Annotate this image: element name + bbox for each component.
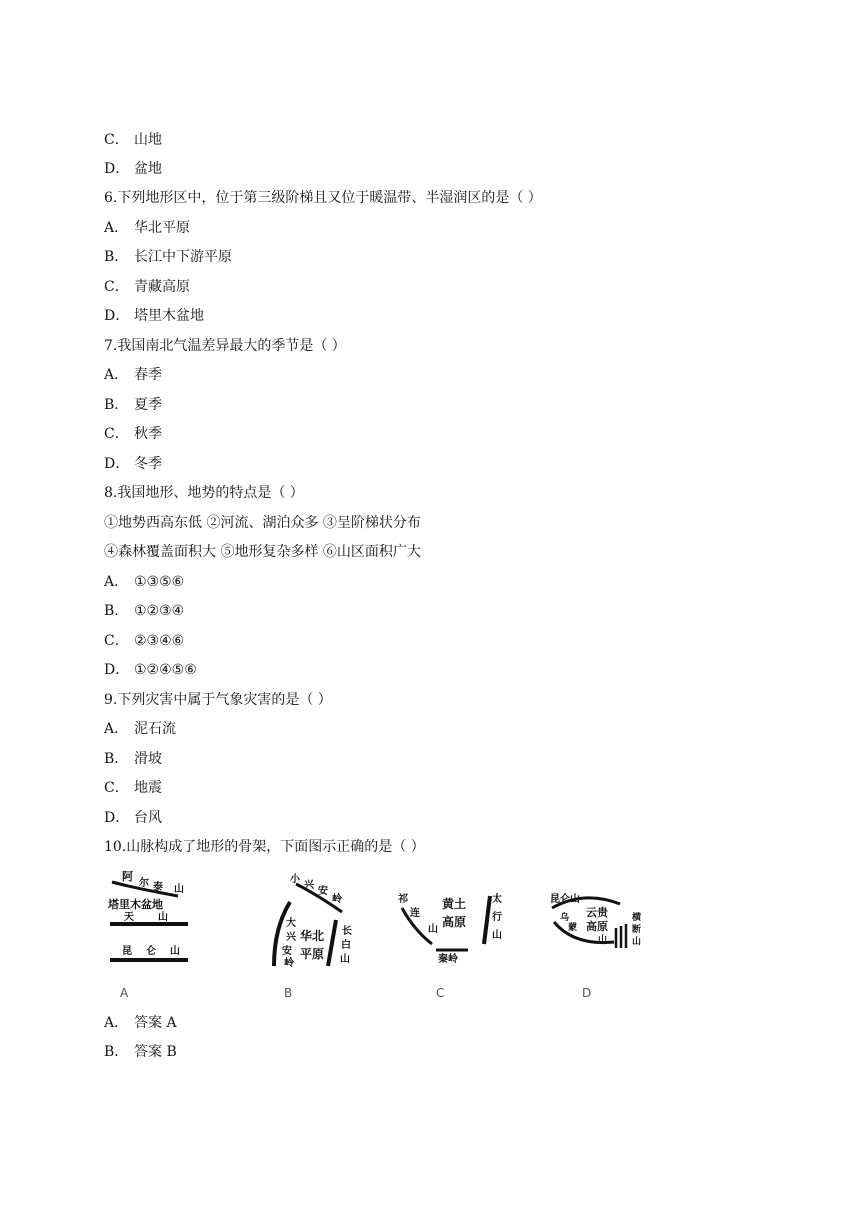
fig-a-text: 阿 — [122, 870, 133, 883]
fig-c-text: 高原 — [442, 915, 467, 929]
option-letter: D． — [104, 662, 130, 678]
q6-option-b — [104, 248, 232, 266]
q8-statement-1: ①地势西高东低 ②河流、湖泊众多 ③呈阶梯状分布 — [104, 515, 421, 531]
fig-b-text: 华北 — [300, 929, 325, 943]
fig-d-text: 山 — [598, 935, 608, 945]
q8-option-c — [104, 632, 184, 650]
option-text: 滑坡 — [134, 751, 162, 767]
option-text: 春季 — [134, 367, 162, 383]
option-letter: D． — [104, 308, 130, 324]
figure-a-map — [104, 868, 194, 983]
fig-d-text: 昆仑山 — [550, 894, 580, 905]
option-letter: B． — [104, 603, 129, 619]
option-letter: A． — [104, 1015, 129, 1031]
figure-a — [104, 868, 194, 998]
q5-option-d — [104, 160, 162, 178]
q7-option-b — [104, 396, 162, 414]
fig-d-text: 高原 — [586, 920, 608, 933]
figure-d — [544, 868, 642, 1000]
fig-a-text: 山 — [174, 884, 184, 895]
q8-statement-2: ④森林覆盖面积大 ⑤地形复杂多样 ⑥山区面积广大 — [104, 544, 421, 560]
fig-a-text: 天 — [124, 912, 134, 923]
option-letter: D． — [104, 161, 130, 177]
fig-c-text: 山 — [428, 924, 438, 935]
option-letter: B． — [104, 397, 129, 413]
fig-b-text: 安 — [318, 886, 328, 897]
fig-b-text: 山 — [340, 954, 350, 965]
option-letter: A． — [104, 367, 129, 383]
option-text: 华北平原 — [134, 220, 190, 236]
fig-c-text: 太 — [492, 894, 502, 905]
option-text: 台风 — [134, 810, 162, 826]
question-6-stem: 6.下列地形区中，位于第三级阶梯且又位于暖温带、半湿润区的是（ ） — [104, 190, 542, 206]
q7-option-c — [104, 425, 162, 443]
option-text: ①②④⑤⑥ — [134, 662, 197, 678]
fig-b-text: 兴 — [304, 880, 314, 891]
q6-option-d — [104, 307, 204, 325]
option-text: 冬季 — [134, 456, 162, 472]
q7-option-d — [104, 455, 162, 473]
option-text: 盆地 — [134, 161, 162, 177]
fig-a-basin: 塔里木盆地 — [108, 898, 163, 911]
question-7-stem: 7.我国南北气温差异最大的季节是（ ） — [104, 338, 346, 354]
fig-a-text: 山 — [170, 946, 180, 957]
q8-option-b — [104, 602, 184, 620]
q6-option-a — [104, 219, 190, 237]
q9-option-b — [104, 750, 162, 768]
figure-b-map — [260, 868, 350, 983]
option-text: ②③④⑥ — [134, 633, 185, 649]
fig-b-text: 岭 — [284, 958, 294, 969]
fig-a-text: 泰 — [153, 882, 163, 893]
fig-d-text: 乌 — [560, 913, 570, 923]
figure-b — [260, 868, 350, 998]
option-text: 地震 — [134, 780, 162, 796]
question-10-stem: 10.山脉构成了地形的骨架，下面图示正确的是（ ） — [104, 839, 425, 855]
option-text: 塔里木盆地 — [134, 308, 204, 324]
option-text: 答案 A — [134, 1015, 177, 1031]
fig-b-text: 安 — [282, 946, 292, 957]
figure-c — [392, 868, 502, 1000]
option-letter: B． — [104, 751, 129, 767]
fig-b-text: 平原 — [300, 947, 325, 961]
option-letter: C． — [104, 132, 129, 148]
fig-d-text: 断 — [632, 925, 642, 935]
q8-option-d — [104, 661, 197, 679]
fig-b-text: 大 — [286, 918, 296, 929]
question-9-stem: 9.下列灾害中属于气象灾害的是（ ） — [104, 692, 332, 708]
option-letter: A． — [104, 574, 129, 590]
fig-c-text: 行 — [492, 912, 502, 923]
q9-option-d — [104, 809, 162, 827]
q10-option-b — [104, 1043, 177, 1061]
option-text: 答案 B — [134, 1044, 177, 1060]
fig-d-text: 横 — [632, 913, 642, 923]
fig-b-text: 兴 — [286, 932, 296, 943]
fig-c-text: 祁 — [398, 894, 408, 905]
fig-b-text: 小 — [290, 874, 300, 885]
q9-option-c — [104, 779, 162, 797]
option-letter: D． — [104, 456, 130, 472]
option-text: 夏季 — [134, 397, 162, 413]
q5-option-c — [104, 131, 162, 149]
fig-a-text: 尔 — [139, 878, 149, 889]
fig-c-text: 连 — [410, 908, 420, 919]
option-text: ①③⑤⑥ — [134, 574, 185, 590]
option-text: ①②③④ — [134, 603, 185, 619]
q7-option-a — [104, 366, 162, 384]
option-letter: D． — [104, 810, 130, 826]
option-text: 青藏高原 — [134, 279, 190, 295]
question-8-stem: 8.我国地形、地势的特点是（ ） — [104, 485, 304, 501]
figure-a-label: A — [120, 986, 129, 1000]
figure-d-label: D — [582, 986, 592, 1000]
q8-option-a — [104, 573, 184, 591]
figure-b-label: B — [284, 986, 293, 1000]
option-text: 长江中下游平原 — [134, 249, 232, 265]
figure-c-label: C — [436, 986, 445, 1000]
fig-a-text: 山 — [158, 912, 168, 923]
fig-b-text: 岭 — [332, 894, 342, 905]
q10-option-a — [104, 1014, 177, 1032]
fig-d-text: 云贵 — [586, 906, 608, 919]
option-letter: C． — [104, 426, 129, 442]
option-letter: C． — [104, 780, 129, 796]
option-text: 秋季 — [134, 426, 162, 442]
fig-d-text: 蒙 — [568, 923, 578, 933]
figure-c-map — [392, 868, 502, 983]
fig-d-text: 山 — [632, 937, 642, 947]
option-text: 山地 — [134, 132, 162, 148]
option-letter: B． — [104, 249, 129, 265]
fig-c-text: 黄土 — [442, 897, 467, 911]
fig-a-text: 仑 — [146, 946, 156, 957]
option-letter: B． — [104, 1044, 129, 1060]
option-letter: C． — [104, 279, 129, 295]
mountain-figures — [104, 868, 664, 1003]
option-text: 泥石流 — [134, 721, 176, 737]
fig-c-text: 山 — [492, 930, 502, 941]
fig-a-text: 昆 — [122, 946, 132, 957]
fig-b-text: 白 — [341, 940, 351, 951]
option-letter: C． — [104, 633, 129, 649]
q6-option-c — [104, 278, 190, 296]
q9-option-a — [104, 720, 176, 738]
option-letter: A． — [104, 721, 129, 737]
fig-c-text: 秦岭 — [438, 954, 458, 965]
figure-d-map — [544, 868, 654, 983]
fig-b-text: 长 — [342, 926, 352, 937]
option-letter: A． — [104, 220, 129, 236]
